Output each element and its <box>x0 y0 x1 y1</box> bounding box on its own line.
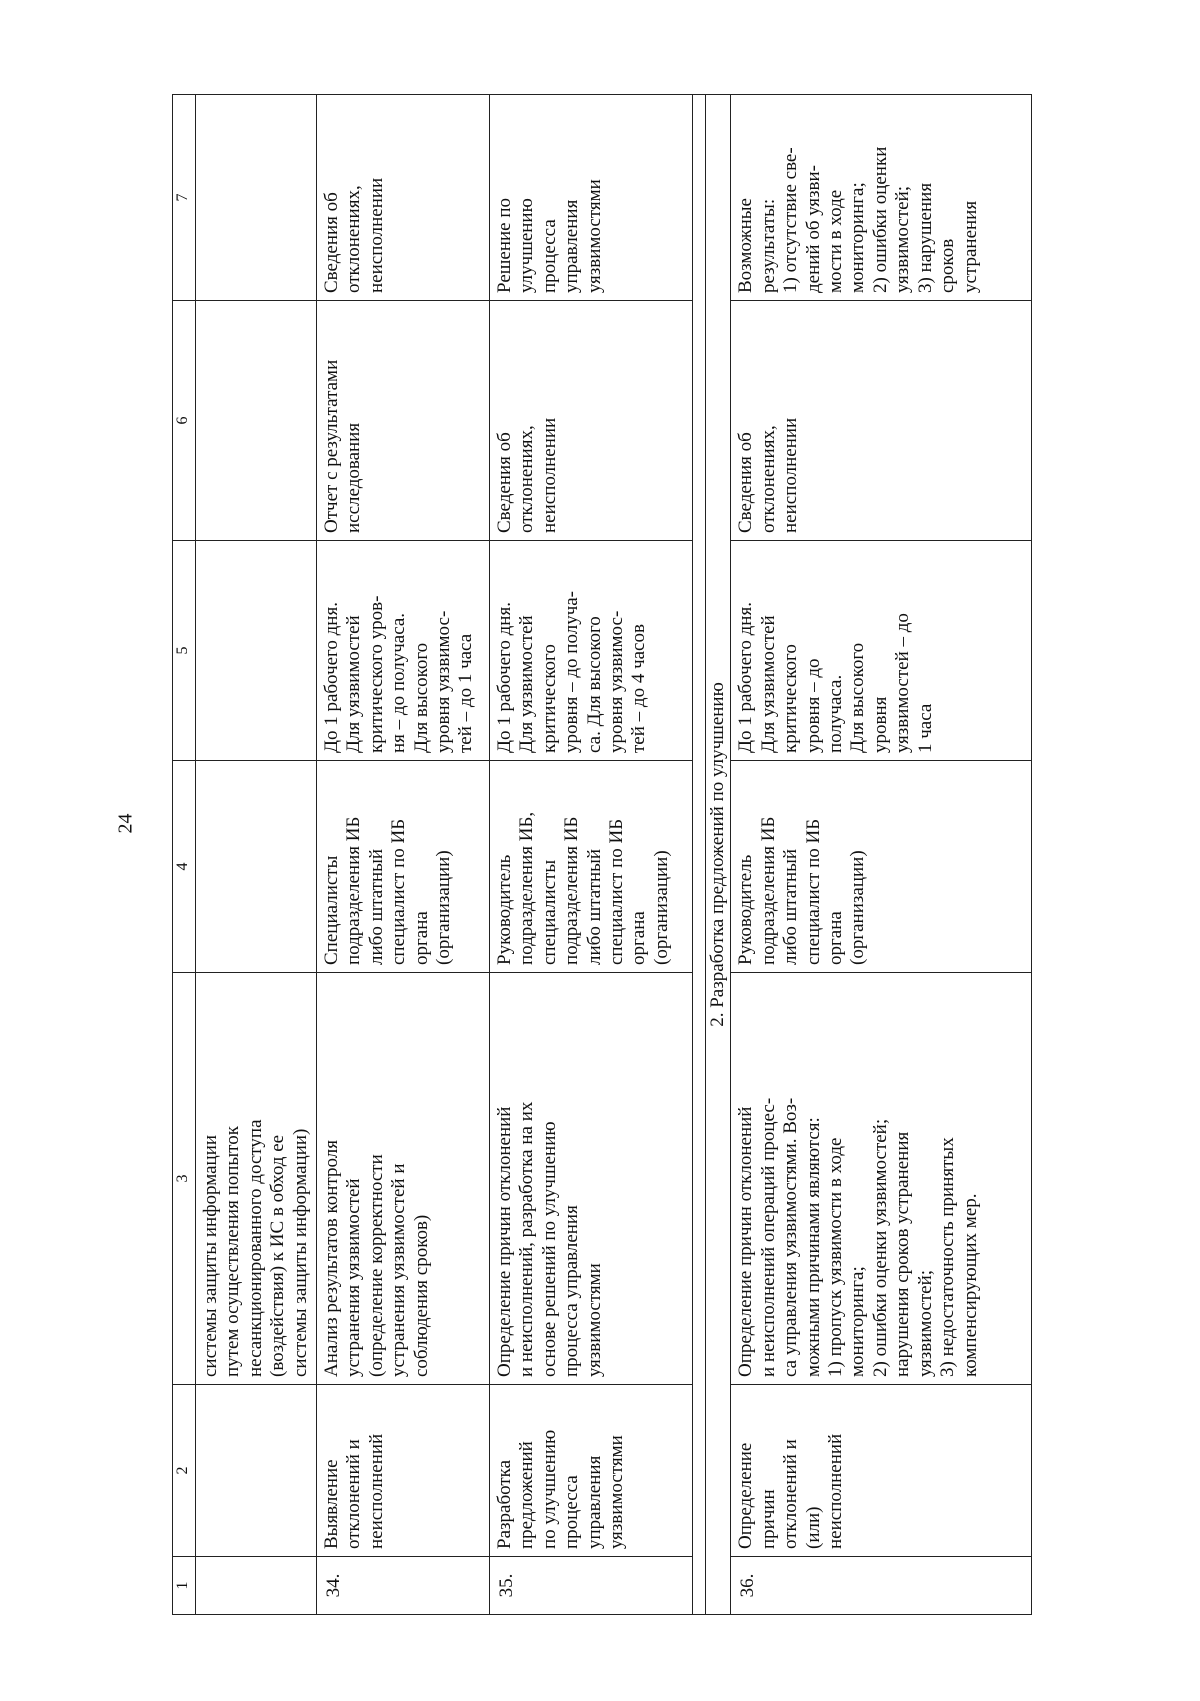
rotated-table-container <box>172 95 1062 1615</box>
cell-deadline <box>731 541 1032 761</box>
text-line: (определение корректности <box>365 1154 387 1377</box>
text-line: (или) <box>802 1506 824 1549</box>
column-number: 1 <box>173 1557 196 1615</box>
text-line: мониторинга; <box>847 1266 869 1377</box>
text-line: ня – до получаса. <box>388 612 410 753</box>
text-line: подразделения ИБ <box>561 816 583 965</box>
text-line: отклонениях, <box>343 185 365 293</box>
text-line: тей – до 1 часа <box>455 633 477 753</box>
text-line: отклонениях, <box>757 425 779 533</box>
text-line: и неисполнений, разработка на их <box>516 1101 538 1377</box>
text-line: предложений <box>516 1441 538 1549</box>
text-line: критического <box>538 644 560 753</box>
text-line: дений об уязви- <box>802 164 824 293</box>
cell-output <box>317 95 490 301</box>
text-line: са управления уязвимостями. Воз- <box>780 1097 802 1377</box>
row-number: 36. <box>731 1557 1032 1615</box>
text-line: уязвимостями <box>583 1263 605 1377</box>
cell-input <box>490 301 693 541</box>
cell-input <box>196 301 317 541</box>
text-line: неисполнении <box>538 417 560 533</box>
text-line: управления <box>561 199 583 293</box>
text-line: Для уязвимостей <box>516 615 538 753</box>
text-line: процесса <box>561 1475 583 1549</box>
text-line: Для высокого <box>847 642 869 753</box>
row-number: 34. <box>317 1557 490 1615</box>
text-line: устранения <box>959 200 981 293</box>
text-line: 1) пропуск уязвимости в ходе <box>825 1137 847 1377</box>
text-line: Руководитель <box>735 854 757 965</box>
text-line: Отчет с результатами <box>321 359 343 533</box>
column-number-row <box>173 95 196 1615</box>
text-line: Специалисты <box>321 855 343 965</box>
text-line: управления <box>583 1455 605 1549</box>
text-line: уязвимостями <box>606 1435 628 1549</box>
section-heading-row <box>706 95 731 1615</box>
text-line: 3) нарушения <box>914 182 936 293</box>
text-line: Сведения об <box>321 192 343 293</box>
cell-executor <box>731 761 1032 973</box>
text-line: Для уязвимостей <box>757 615 779 753</box>
text-line: До 1 рабочего дня. <box>321 602 343 753</box>
text-line: уязвимостей – до <box>892 613 914 753</box>
text-line: несанкционированного доступа <box>244 1119 266 1377</box>
text-line: критического уров- <box>365 595 387 753</box>
text-line: отклонениях, <box>516 425 538 533</box>
text-line: уровня – до получа- <box>561 590 583 753</box>
text-line: либо штатный <box>780 848 802 965</box>
text-line: результаты: <box>757 198 779 293</box>
text-line: специалисты <box>538 859 560 965</box>
column-number: 3 <box>173 973 196 1385</box>
text-line: отклонений и <box>343 1439 365 1549</box>
text-line: 1 часа <box>914 703 936 753</box>
text-line: Сведения об <box>735 432 757 533</box>
text-line: и неисполнений операций процес- <box>757 1097 779 1377</box>
text-line: уязвимостями <box>583 179 605 293</box>
section-title: 2. Разработка предложений по улучшению <box>706 95 731 1615</box>
text-line: 2) ошибки оценки уязвимостей; <box>869 1118 891 1377</box>
cell-executor <box>317 761 490 973</box>
text-line: уровня уязвимос- <box>433 610 455 753</box>
text-line: тей – до 4 часов <box>628 624 650 753</box>
row-number: 35. <box>490 1557 693 1615</box>
text-line: уровня уязвимос- <box>606 610 628 753</box>
cell-input <box>317 301 490 541</box>
text-line: неисполнений <box>365 1433 387 1549</box>
text-line: До 1 рабочего дня. <box>735 602 757 753</box>
text-line: подразделения ИБ <box>757 816 779 965</box>
text-line: специалист по ИБ <box>802 818 824 965</box>
text-line: (организации) <box>650 850 672 965</box>
text-line: 3) недостаточность принятых <box>937 1137 959 1377</box>
text-line: Выявление <box>321 1459 343 1549</box>
text-line: неисполнении <box>365 177 387 293</box>
text-line: системы защиты информации) <box>289 1128 311 1377</box>
text-line: Анализ результатов контроля <box>321 1140 343 1377</box>
cell-operation <box>731 973 1032 1385</box>
column-number: 4 <box>173 761 196 973</box>
text-line: основе решений по улучшению <box>538 1121 560 1377</box>
cell-stage <box>317 1385 490 1557</box>
page-number: 24 <box>114 813 137 834</box>
cell-executor <box>490 761 693 973</box>
text-line: по улучшению <box>538 1429 560 1549</box>
separator-cell <box>693 95 706 1615</box>
text-line: неисполнений <box>825 1433 847 1549</box>
table-row-36 <box>731 95 1032 1615</box>
text-line: улучшению <box>516 198 538 293</box>
continuation-row <box>196 95 317 1615</box>
text-line: уровня – до <box>802 658 824 753</box>
text-line: мониторинга; <box>847 182 869 293</box>
text-line: (организации) <box>847 850 869 965</box>
text-line: устранения уязвимостей <box>343 1178 365 1377</box>
cell-deadline <box>196 541 317 761</box>
cell-output <box>196 95 317 301</box>
text-line: отклонений и <box>780 1439 802 1549</box>
separator-row <box>693 95 706 1615</box>
text-line: (воздействия) к ИС в обход ее <box>267 1134 289 1377</box>
vulnerability-management-table <box>172 94 1032 1615</box>
text-line: подразделения ИБ <box>343 816 365 965</box>
text-line: можными причинами являются: <box>802 1117 824 1377</box>
text-line: нарушения сроков устранения <box>892 1131 914 1377</box>
text-line: органа <box>825 911 847 965</box>
text-line: органа <box>410 911 432 965</box>
text-line: Сведения об <box>494 432 516 533</box>
text-line: процесса <box>538 219 560 293</box>
text-line: Для уязвимостей <box>343 615 365 753</box>
cell-output <box>731 95 1032 301</box>
cell-output <box>490 95 693 301</box>
text-line: либо штатный <box>583 848 605 965</box>
text-line: устранения уязвимостей и <box>388 1163 410 1377</box>
text-line: 1) отсутствие све- <box>780 147 802 293</box>
cell-stage <box>196 1385 317 1557</box>
column-number: 7 <box>173 95 196 301</box>
text-line: уровня <box>869 696 891 753</box>
text-line: уязвимостей; <box>892 185 914 293</box>
text-line: специалист по ИБ <box>388 818 410 965</box>
table-row-35 <box>490 95 693 1615</box>
text-line: путем осуществления попыток <box>222 1126 244 1377</box>
cell-deadline <box>317 541 490 761</box>
text-line: неисполнении <box>780 417 802 533</box>
text-line: соблюдения сроков) <box>410 1214 432 1377</box>
cell-stage <box>490 1385 693 1557</box>
text-line: Для высокого <box>410 642 432 753</box>
cell-deadline <box>490 541 693 761</box>
text-line: критического <box>780 644 802 753</box>
text-line: компенсирующих мер. <box>959 1193 981 1377</box>
cell-operation <box>490 973 693 1385</box>
text-line: системы защиты информации <box>200 1134 221 1377</box>
text-line: Определение причин отклонений <box>735 1106 757 1377</box>
text-line: исследования <box>343 422 365 533</box>
text-line: либо штатный <box>365 848 387 965</box>
text-line: (организации) <box>433 850 455 965</box>
text-line: Возможные <box>735 198 757 293</box>
text-line: специалист по ИБ <box>606 818 628 965</box>
cell-operation <box>317 973 490 1385</box>
text-line: До 1 рабочего дня. <box>494 602 516 753</box>
column-number: 6 <box>173 301 196 541</box>
cell-input <box>731 301 1032 541</box>
text-line: подразделения ИБ, <box>516 811 538 965</box>
cell-stage <box>731 1385 1032 1557</box>
text-line: мости в ходе <box>825 189 847 293</box>
text-line: 2) ошибки оценки <box>869 146 891 293</box>
cell-executor <box>196 761 317 973</box>
text-line: са. Для высокого <box>583 616 605 753</box>
text-line: уязвимостей; <box>914 1269 936 1377</box>
text-line: Руководитель <box>494 854 516 965</box>
text-line: Решение по <box>494 198 516 293</box>
text-line: Определение причин отклонений <box>494 1106 516 1377</box>
table-row-34 <box>317 95 490 1615</box>
cell-operation <box>196 973 317 1385</box>
cell-num <box>196 1557 317 1615</box>
text-line: процесса управления <box>561 1205 583 1377</box>
text-line: сроков <box>937 238 959 293</box>
column-number: 2 <box>173 1385 196 1557</box>
text-line: Разработка <box>494 1459 516 1549</box>
text-line: получаса. <box>825 674 847 753</box>
text-line: органа <box>628 911 650 965</box>
column-number: 5 <box>173 541 196 761</box>
text-line: причин <box>757 1489 779 1549</box>
text-line: Определение <box>735 1442 757 1549</box>
